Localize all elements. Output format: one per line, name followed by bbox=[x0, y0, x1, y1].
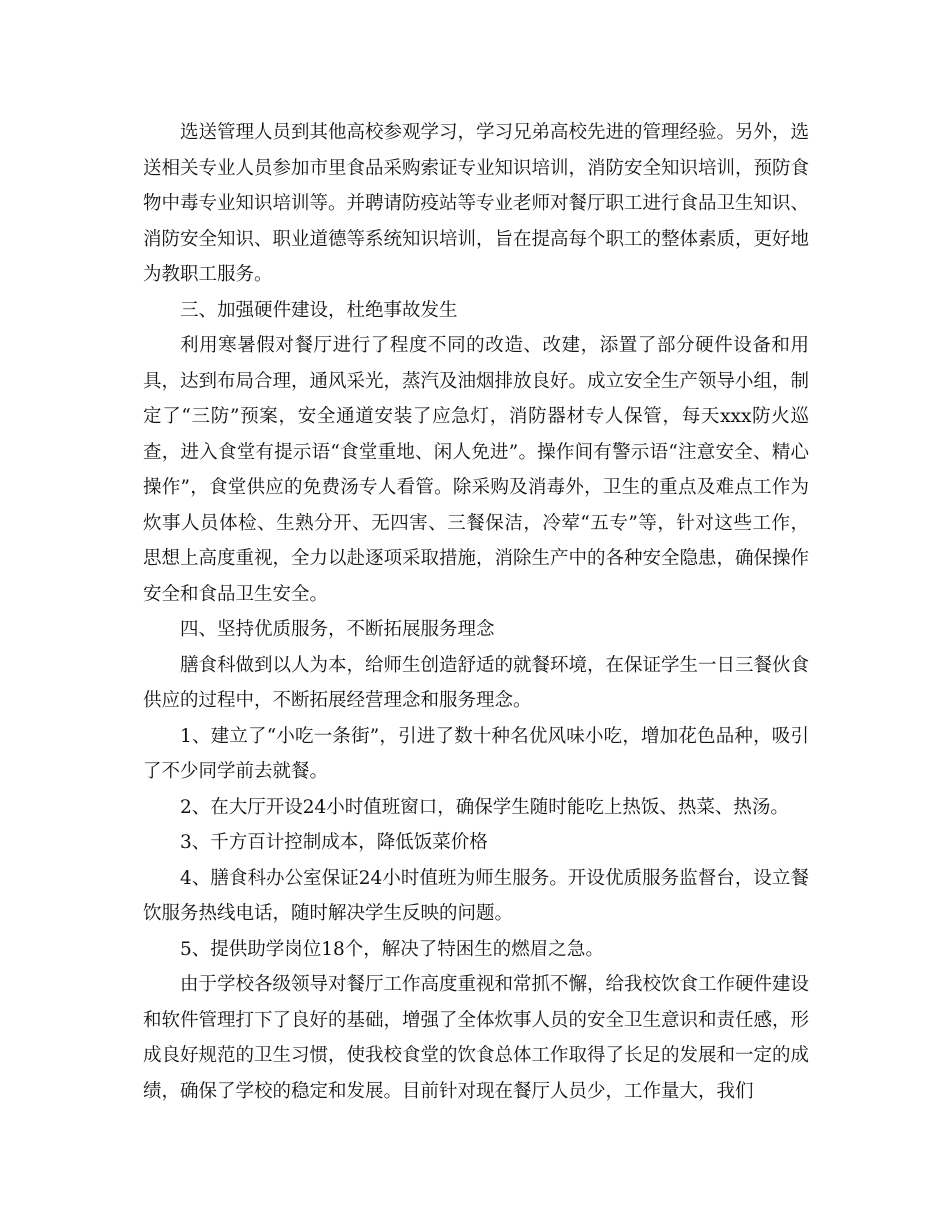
document-body bbox=[143, 115, 809, 1109]
heading-service: 四、坚持优质服务，不断拓展服务理念 bbox=[180, 619, 495, 640]
list-item-3: 3、千方百计控制成本，降低饭菜价格 bbox=[180, 832, 488, 853]
list-item-1: 1、建立了“小吃一条街”，引进了数十种名优风味小吃，增加花色品种，吸引了不少同学前去就餐。 bbox=[143, 725, 809, 782]
heading-hardware: 三、加强硬件建设，杜绝事故发生 bbox=[180, 299, 458, 321]
paragraph-service-intro: 膳食科做到以人为本，给师生创造舒适的就餐环境，在保证学生一日三餐伙食供应的过程中，不断拓展经营理念和服务理念。 bbox=[143, 654, 810, 711]
list-item-5: 5、提供助学岗位18个，解决了特困生的燃眉之急。 bbox=[180, 938, 604, 960]
list-item-4: 4、膳食科办公室保证24小时值班为师生服务。开设优质服务监督台，设立餐饮服务热线电话，随时解决学生反映的问题。 bbox=[143, 867, 809, 924]
list-item-2: 2、在大厅开设24小时值班窗口，确保学生随时能吃上热饭、热菜、热汤。 bbox=[180, 796, 789, 818]
paragraph-hardware: 利用寒暑假对餐厅进行了程度不同的改造、改建，添置了部分硬件设备和用具，达到布局合理，通风采光，蒸汽及油烟排放良好。成立安全生产领导小组，制定了“三防”预案，安全通道安装了应急灯，消防器材专人保管，每天xxx防火巡查，进入食堂有提示语“食堂重地、闲人免进”。操作间有警示语“注意安全、精心操作”，食堂供应的免费汤专人看管。除采购及消毒外，卫生的重点及难点工作为炊事人员体检、生熟分开、无四害、三餐保洁，冷荤“五专”等，针对这些工作，思想上高度重视，全力以赴逐项采取措施，消除生产中的各种安全隐患，确保操作安全和食品卫生安全。 bbox=[143, 335, 810, 605]
paragraph-training: 选送管理人员到其他高校参观学习，学习兄弟高校先进的管理经验。另外，选送相关专业人员参加市里食品采购索证专业知识培训，消防安全知识培训，预防食物中毒专业知识培训等。并聘请防疫站等专业老师对餐厅职工进行食品卫生知识、消防安全知识、职业道德等系统知识培训，旨在提高每个职工的整体素质，更好地为教职工服务。 bbox=[143, 122, 810, 285]
paragraph-summary: 由于学校各级领导对餐厅工作高度重视和常抓不懈，给我校饮食工作硬件建设和软件管理打下了良好的基础，增强了全体炊事人员的安全卫生意识和责任感，形成良好规范的卫生习惯，使我校食堂的饮食总体工作取得了长足的发展和一定的成绩，确保了学校的稳定和发展。目前针对现在餐厅人员少，工作量大，我们 bbox=[143, 974, 810, 1102]
